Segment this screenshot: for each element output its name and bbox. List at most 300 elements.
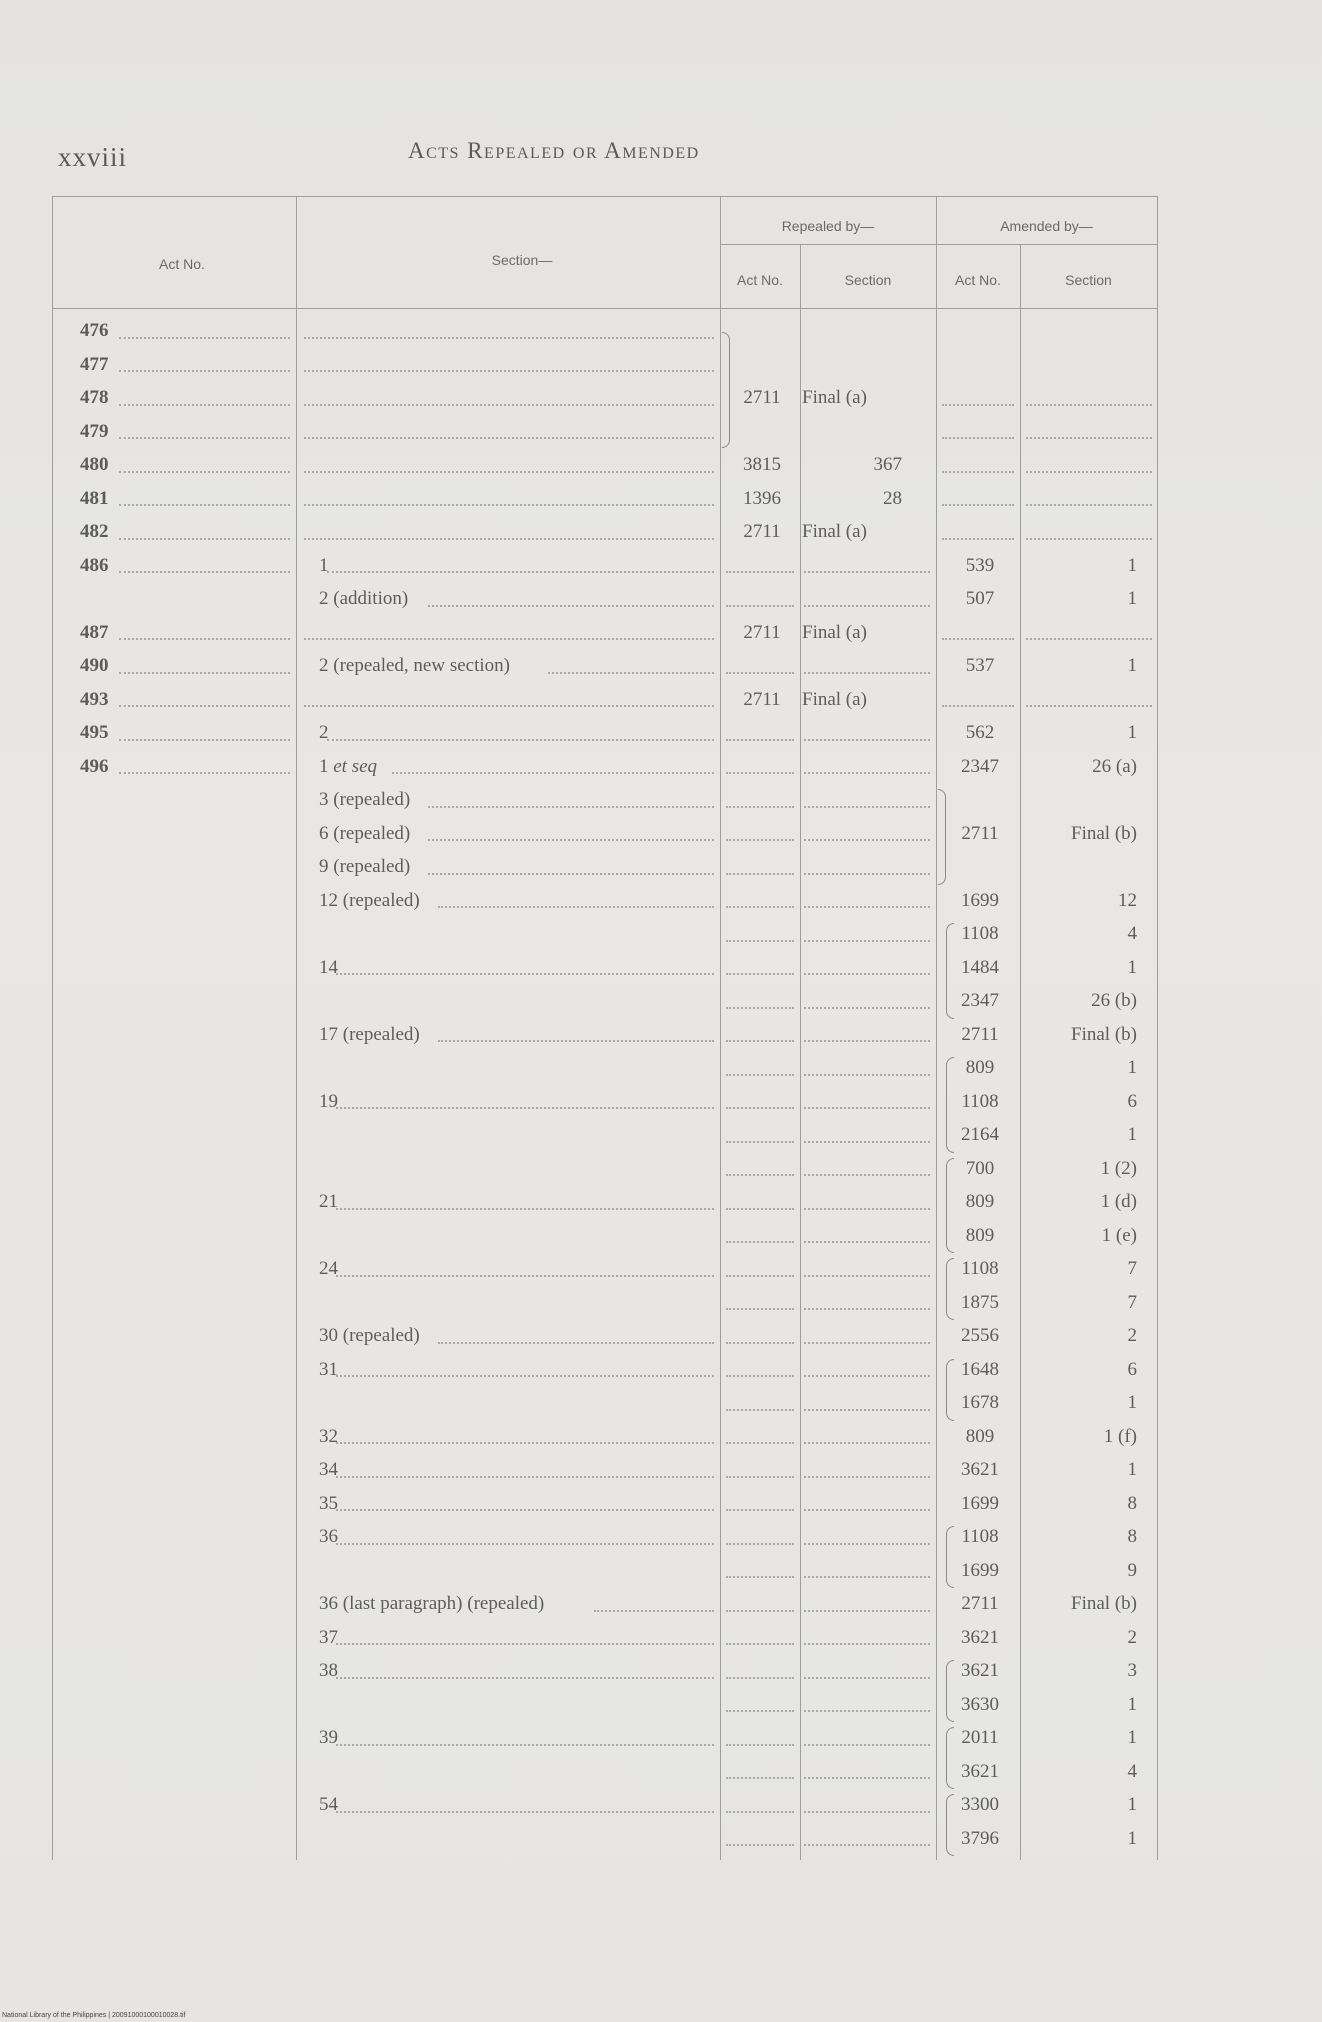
section-cell: 35 — [319, 1492, 338, 1514]
repealed-act-cell — [730, 549, 794, 583]
dot-leader — [726, 1576, 794, 1578]
section-cell — [315, 1755, 775, 1789]
repealed-act-cell — [730, 1721, 794, 1755]
act-number-cell — [80, 1118, 348, 1152]
table-row — [52, 348, 1157, 382]
amended-act-cell: 1108 — [961, 1090, 999, 1112]
amended-act-cell: 562 — [965, 722, 995, 743]
header-act-no: Act No. — [159, 256, 205, 272]
dot-leader — [336, 1476, 714, 1478]
amended-section-cell: 12 — [1118, 889, 1137, 911]
repealed-act-cell — [730, 1219, 794, 1253]
act-number-cell: 493 — [80, 688, 109, 710]
dot-leader — [428, 605, 714, 607]
dot-leader — [726, 1074, 794, 1076]
section-cell — [315, 515, 775, 549]
dot-leader — [942, 471, 1014, 473]
dot-leader — [804, 1107, 930, 1109]
amended-act-cell: 2347 — [961, 755, 999, 777]
amended-section-cell: 1 (e) — [1101, 1224, 1137, 1246]
section-cell — [315, 1219, 775, 1253]
dot-leader — [726, 1509, 794, 1511]
act-number-cell — [80, 1420, 348, 1454]
section-cell — [315, 917, 775, 951]
repealed-act-cell — [730, 415, 794, 449]
dot-leader — [804, 806, 930, 808]
section-cell — [315, 683, 775, 717]
section-cell: 32 — [319, 1425, 338, 1447]
act-number-cell: 496 — [80, 755, 109, 777]
amended-act-cell: 2011 — [961, 1727, 999, 1748]
repealed-act-cell: 1396 — [743, 487, 781, 509]
table-row — [52, 683, 1157, 717]
act-number-cell — [80, 1621, 348, 1655]
amended-section-cell: 4 — [1127, 923, 1137, 944]
amended-act-cell — [945, 381, 1015, 415]
section-cell — [315, 314, 775, 348]
table-row — [52, 1386, 1157, 1420]
act-number-cell — [80, 1587, 348, 1621]
section-cell: 9 (repealed) — [319, 856, 411, 877]
section-cell — [315, 348, 775, 382]
amended-section-cell — [1027, 415, 1145, 449]
section-cell: 3 (repealed) — [319, 789, 411, 810]
dot-leader — [119, 437, 290, 439]
section-cell: 2 (addition) — [319, 588, 409, 609]
section-cell: 39 — [319, 1727, 338, 1748]
amended-section-cell: 6 — [1127, 1090, 1137, 1112]
table-row — [52, 917, 1157, 951]
dot-leader — [804, 1509, 930, 1511]
dot-leader — [119, 404, 290, 406]
table-row — [52, 1822, 1157, 1856]
dot-leader — [336, 1509, 714, 1511]
dot-leader — [726, 1241, 794, 1243]
dot-leader — [726, 1141, 794, 1143]
dot-leader — [119, 672, 290, 674]
dot-leader — [428, 806, 714, 808]
dot-leader — [804, 739, 930, 741]
amended-section-cell: 8 — [1127, 1526, 1137, 1547]
table-row — [52, 984, 1157, 1018]
repealed-act-cell — [730, 1051, 794, 1085]
dot-leader — [942, 437, 1014, 439]
amended-act-cell: 2556 — [961, 1325, 999, 1346]
grouping-brace — [946, 1359, 954, 1421]
section-cell: 1 et seq — [319, 755, 378, 777]
act-number-cell: 478 — [80, 387, 109, 408]
repealed-act-cell — [730, 314, 794, 348]
dot-leader — [1026, 705, 1152, 707]
act-number-cell — [80, 1654, 348, 1688]
table-row — [52, 649, 1157, 683]
amended-act-cell — [945, 683, 1015, 717]
header-repealed-act-no: Act No. — [737, 272, 783, 288]
table-row — [52, 1118, 1157, 1152]
dot-leader — [1026, 471, 1152, 473]
table-row — [52, 1654, 1157, 1688]
amended-section-cell: 1 — [1127, 1794, 1137, 1815]
amended-section-cell: 1 — [1127, 1057, 1137, 1078]
table-row — [52, 314, 1157, 348]
act-number-cell — [80, 850, 348, 884]
dot-leader — [726, 1275, 794, 1277]
table-row — [52, 1487, 1157, 1521]
dot-leader — [327, 571, 714, 573]
dot-leader — [726, 1375, 794, 1377]
amended-act-cell — [945, 448, 1015, 482]
amended-section-cell: 1 (d) — [1100, 1191, 1137, 1212]
dot-leader — [438, 1342, 714, 1344]
amended-section-cell — [1027, 314, 1145, 348]
section-cell — [315, 1152, 775, 1186]
dot-leader — [942, 504, 1014, 506]
act-number-cell: 476 — [80, 320, 109, 341]
amended-section-cell — [1027, 348, 1145, 382]
repealed-act-cell — [730, 951, 794, 985]
amended-section-cell: 1 — [1127, 1693, 1137, 1715]
dot-leader — [548, 672, 714, 674]
table-row — [52, 951, 1157, 985]
amended-act-cell: 2164 — [961, 1124, 999, 1145]
table-row — [52, 1621, 1157, 1655]
amended-act-cell: 1108 — [961, 1258, 999, 1279]
act-number-cell — [80, 1252, 348, 1286]
dot-leader — [327, 739, 714, 741]
dot-leader — [942, 404, 1014, 406]
repealed-act-cell — [730, 1755, 794, 1789]
dot-leader — [726, 940, 794, 942]
dot-leader — [726, 839, 794, 841]
dot-leader — [119, 504, 290, 506]
dot-leader — [726, 1811, 794, 1813]
table-row — [52, 1051, 1157, 1085]
table-row — [52, 1085, 1157, 1119]
repealed-act-cell: 2711 — [743, 521, 781, 542]
table-row — [52, 716, 1157, 750]
repealed-act-cell: 2711 — [743, 621, 781, 643]
repealed-section-cell: Final (a) — [802, 521, 867, 542]
repealed-act-cell — [730, 1118, 794, 1152]
act-number-cell — [80, 1755, 348, 1789]
table-row — [52, 1721, 1157, 1755]
amended-act-cell: 537 — [965, 655, 995, 676]
dot-leader — [726, 1308, 794, 1310]
dot-leader — [726, 739, 794, 741]
amended-act-cell: 1648 — [961, 1358, 999, 1380]
section-cell: 14 — [319, 956, 338, 978]
amended-section-cell: 1 — [1127, 554, 1137, 576]
amended-section-cell — [1027, 616, 1145, 650]
dot-leader — [804, 1677, 930, 1679]
amended-section-cell: 6 — [1127, 1358, 1137, 1380]
table-row — [52, 1286, 1157, 1320]
header-bottom-rule — [52, 308, 1157, 309]
amended-section-cell: 8 — [1127, 1492, 1137, 1514]
act-number-cell: 490 — [80, 655, 109, 676]
amended-act-cell: 3621 — [961, 1760, 999, 1782]
table-row — [52, 1353, 1157, 1387]
grouping-brace — [722, 332, 730, 448]
repealed-act-cell — [730, 1453, 794, 1487]
header-amended-section: Section — [1065, 272, 1112, 288]
amended-act-cell: 2711 — [961, 1593, 999, 1614]
repealed-act-cell — [730, 1386, 794, 1420]
dot-leader — [304, 471, 714, 473]
repealed-act-cell — [730, 1286, 794, 1320]
dot-leader — [804, 1342, 930, 1344]
dot-leader — [804, 906, 930, 908]
section-cell: 2 (repealed, new section) — [319, 655, 510, 676]
dot-leader — [726, 605, 794, 607]
amended-act-cell: 1108 — [961, 1526, 999, 1547]
dot-leader — [304, 404, 714, 406]
amended-section-cell: 26 (b) — [1091, 990, 1137, 1011]
repealed-act-cell: 2711 — [743, 688, 781, 710]
amended-act-cell: 539 — [965, 554, 995, 576]
dot-leader — [804, 571, 930, 573]
act-number-cell — [80, 1386, 348, 1420]
section-cell — [315, 381, 775, 415]
table-row — [52, 884, 1157, 918]
table-row — [52, 783, 1157, 817]
dot-leader — [336, 1275, 714, 1277]
amended-act-cell — [945, 482, 1015, 516]
amended-act-cell: 1699 — [961, 1492, 999, 1514]
repealed-section-cell: Final (a) — [802, 621, 867, 643]
repealed-act-cell — [730, 1822, 794, 1856]
dot-leader — [392, 772, 714, 774]
grouping-brace — [946, 1258, 954, 1320]
amended-section-cell: 1 — [1127, 655, 1137, 676]
dot-leader — [438, 1040, 714, 1042]
dot-leader — [304, 370, 714, 372]
section-cell — [315, 1118, 775, 1152]
dot-leader — [1026, 437, 1152, 439]
amended-act-cell: 1484 — [961, 956, 999, 978]
section-cell: 12 (repealed) — [319, 889, 420, 911]
dot-leader — [804, 1074, 930, 1076]
dot-leader — [726, 873, 794, 875]
dot-leader — [726, 1543, 794, 1545]
amended-section-cell: 3 — [1127, 1660, 1137, 1681]
table-row — [52, 515, 1157, 549]
table-row — [52, 1018, 1157, 1052]
amended-section-cell: 9 — [1127, 1559, 1137, 1581]
dot-leader — [726, 1777, 794, 1779]
dot-leader — [804, 1710, 930, 1712]
table-top-rule — [52, 196, 1157, 197]
repealed-act-cell — [730, 917, 794, 951]
act-number-cell: 486 — [80, 554, 109, 576]
dot-leader — [804, 1208, 930, 1210]
amended-act-cell — [945, 616, 1015, 650]
dot-leader — [804, 1007, 930, 1009]
repealed-act-cell — [730, 716, 794, 750]
repealed-section-cell: 367 — [873, 454, 902, 475]
repealed-act-cell — [730, 1085, 794, 1119]
repealed-act-cell — [730, 850, 794, 884]
grouping-brace — [946, 923, 954, 1019]
table-row — [52, 1252, 1157, 1286]
dot-leader — [726, 772, 794, 774]
dot-leader — [726, 1208, 794, 1210]
section-cell — [315, 482, 775, 516]
section-cell: 21 — [319, 1191, 338, 1212]
dot-leader — [804, 1610, 930, 1612]
header-repealed-section: Section — [844, 272, 892, 288]
section-cell — [315, 415, 775, 449]
header-amended-act-no: Act No. — [955, 272, 1001, 288]
dot-leader — [304, 337, 714, 339]
act-number-cell — [80, 783, 348, 817]
grouping-brace — [946, 1057, 954, 1153]
table-row — [52, 1755, 1157, 1789]
dot-leader — [438, 906, 714, 908]
header-split-rule — [720, 244, 1157, 245]
amended-section-cell: 2 — [1127, 1626, 1137, 1648]
amended-section-cell: 1 (2) — [1100, 1157, 1137, 1179]
grouping-brace — [946, 1158, 954, 1254]
section-cell: 19 — [319, 1090, 338, 1112]
dot-leader — [804, 1476, 930, 1478]
grouping-brace — [946, 1794, 954, 1856]
amended-act-cell — [945, 314, 1015, 348]
dot-leader — [119, 739, 290, 741]
dot-leader — [1026, 504, 1152, 506]
repealed-act-cell — [730, 1554, 794, 1588]
dot-leader — [942, 705, 1014, 707]
table-row — [52, 1554, 1157, 1588]
dot-leader — [726, 1677, 794, 1679]
dot-leader — [804, 605, 930, 607]
table-row — [52, 1319, 1157, 1353]
act-number-cell — [80, 1520, 348, 1554]
dot-leader — [726, 1040, 794, 1042]
dot-leader — [804, 1777, 930, 1779]
amended-act-cell — [945, 348, 1015, 382]
act-number-cell — [80, 1286, 348, 1320]
table-row — [52, 549, 1157, 583]
section-cell — [315, 1286, 775, 1320]
amended-act-cell: 1699 — [961, 1559, 999, 1581]
amended-act-cell: 1875 — [961, 1291, 999, 1313]
amended-act-cell: 2711 — [961, 1023, 999, 1045]
amended-section-cell: 1 — [1127, 1827, 1137, 1849]
repealed-act-cell — [730, 1018, 794, 1052]
act-number-cell — [80, 884, 348, 918]
header-amended-by: Amended by— — [1000, 218, 1093, 234]
act-number-cell — [80, 951, 348, 985]
section-cell: 2 — [319, 722, 329, 743]
amended-section-cell: 1 — [1127, 1124, 1137, 1145]
amended-act-cell: 2347 — [961, 990, 999, 1011]
repealed-section-cell: Final (a) — [802, 688, 867, 710]
amended-section-cell: Final (b) — [1071, 1593, 1137, 1614]
dot-leader — [119, 370, 290, 372]
page-number: xxviii — [58, 142, 128, 172]
amended-act-cell: 809 — [965, 1057, 995, 1078]
amended-section-cell: Final (b) — [1071, 1023, 1137, 1045]
repealed-act-cell — [730, 1420, 794, 1454]
amended-section-cell — [1027, 482, 1145, 516]
section-cell: 36 (last paragraph) (repealed) — [319, 1593, 545, 1614]
table-row — [52, 1219, 1157, 1253]
amended-act-cell — [945, 515, 1015, 549]
dot-leader — [804, 1844, 930, 1846]
section-cell — [315, 448, 775, 482]
header-section: Section— — [491, 252, 553, 268]
amended-section-cell: 1 (f) — [1103, 1425, 1137, 1447]
dot-leader — [336, 1208, 714, 1210]
dot-leader — [804, 1643, 930, 1645]
act-number-cell — [80, 1487, 348, 1521]
dot-leader — [804, 973, 930, 975]
act-number-cell: 495 — [80, 722, 109, 743]
act-number-cell: 482 — [80, 521, 109, 542]
section-cell: 31 — [319, 1358, 338, 1380]
amended-act-cell: 1678 — [961, 1392, 999, 1413]
act-number-cell — [80, 917, 348, 951]
section-cell: 36 — [319, 1526, 338, 1547]
amended-section-cell: 1 — [1127, 588, 1137, 609]
section-cell — [315, 1051, 775, 1085]
table-row — [52, 616, 1157, 650]
amended-section-cell: 1 — [1127, 1392, 1137, 1413]
dot-leader — [804, 1375, 930, 1377]
dot-leader — [804, 1543, 930, 1545]
dot-leader — [804, 1308, 930, 1310]
act-number-cell — [80, 1721, 348, 1755]
act-number-cell: 487 — [80, 621, 109, 643]
repealed-section-cell: Final (a) — [802, 387, 867, 408]
dot-leader — [726, 906, 794, 908]
dot-leader — [804, 1576, 930, 1578]
amended-act-cell — [945, 415, 1015, 449]
amended-act-cell: 700 — [965, 1157, 995, 1179]
amended-act-cell: 3630 — [961, 1693, 999, 1715]
act-number-cell — [80, 984, 348, 1018]
grouping-brace — [946, 1660, 954, 1722]
amended-act-cell: 1108 — [961, 923, 999, 944]
repealed-act-cell: 3815 — [743, 454, 781, 475]
repealed-act-cell — [730, 582, 794, 616]
amended-act-cell — [945, 783, 1015, 817]
section-cell: 34 — [319, 1459, 338, 1480]
amended-section-cell: 1 — [1127, 956, 1137, 978]
table-row — [52, 1453, 1157, 1487]
page-title: Acts Repealed or Amended — [408, 138, 700, 163]
dot-leader — [804, 1744, 930, 1746]
repealed-act-cell — [730, 649, 794, 683]
amended-section-cell — [1027, 850, 1145, 884]
acts-table — [52, 196, 1157, 1860]
act-number-cell: 477 — [80, 353, 109, 375]
section-cell: 54 — [319, 1794, 338, 1815]
section-cell: 1 — [319, 554, 329, 576]
amended-section-cell — [1027, 448, 1145, 482]
dot-leader — [726, 806, 794, 808]
dot-leader — [726, 973, 794, 975]
amended-section-cell: 26 (a) — [1092, 755, 1137, 777]
amended-act-cell: 507 — [965, 588, 995, 609]
dot-leader — [428, 839, 714, 841]
dot-leader — [804, 672, 930, 674]
repealed-act-cell — [730, 1621, 794, 1655]
table-row — [52, 817, 1157, 851]
dot-leader — [304, 437, 714, 439]
dot-leader — [726, 1476, 794, 1478]
